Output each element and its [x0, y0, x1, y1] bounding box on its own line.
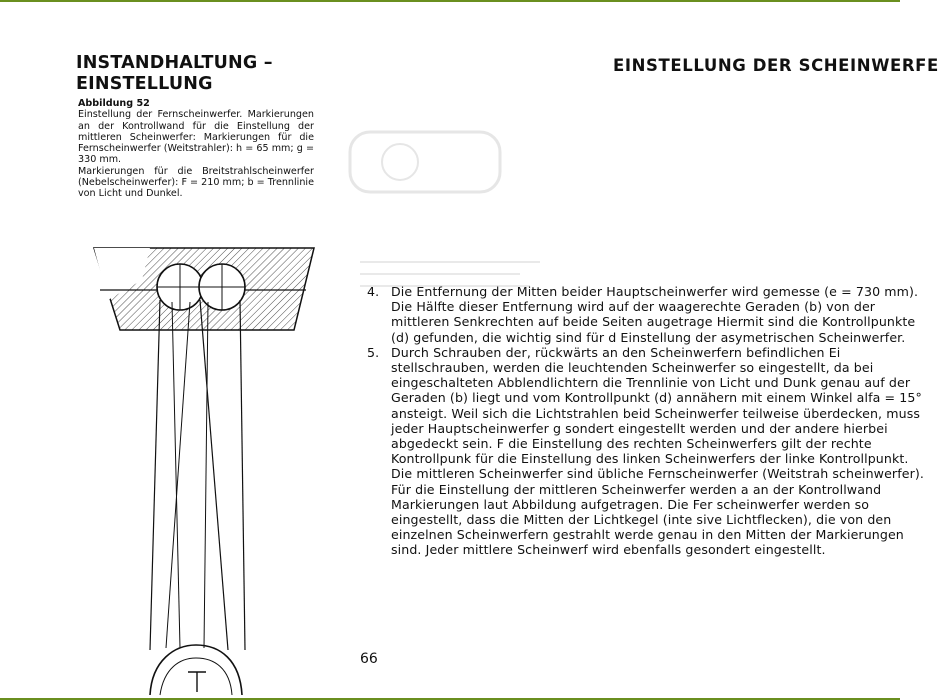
beam-line	[172, 302, 180, 648]
figure-title: Abbildung 52	[78, 98, 150, 109]
item-paragraph: Die Entfernung der Mitten beider Hauptscheinwerfer wird gemesse (e = 730 mm). Die Hälfte dieser Entfernung wird auf der waagerechte Geraden (b) von der mittleren Senkrechten auf beide Seiten augetrage Hiermit sind die Kontrollpunkte (d) gefunden, die wichtig sind für d Einstellung der asymetrischen Scheinwerfer.	[391, 284, 919, 345]
caption-paragraph: Einstellung der Fernscheinwerfer. Markierungen an der Kontrollwand für die Einstellung der mittleren Scheinwerfer: Markierungen für die Fernscheinwerfer (Weitstrahler): h = 65 mm; g = 330 mm.	[78, 109, 314, 166]
beam-line	[166, 302, 190, 648]
item-number: 4.	[367, 284, 380, 299]
headlamp-adjustment-figure	[80, 240, 320, 695]
section-heading: INSTANDHALTUNG – EINSTELLUNG	[76, 53, 273, 94]
page-number: 66	[360, 651, 378, 667]
list-item	[367, 284, 927, 345]
figure-caption	[78, 98, 314, 200]
instructions	[367, 284, 927, 558]
beam-line	[240, 300, 245, 650]
show-through-illustration	[340, 112, 640, 312]
page-heading: EINSTELLUNG DER SCHEINWERFE	[613, 56, 939, 75]
beam-line	[150, 300, 160, 650]
item-number: 5.	[367, 344, 380, 360]
item-paragraph: Die mittleren Scheinwerfer sind übliche Fernscheinwerfer (Weitstrah scheinwerfer). Für die Einstellung der mittleren Scheinwerfer werden a an der Kontrollwand Markierungen laut Abbildung aufgetragen. Die Fer scheinwerfer werden so eingestellt, dass die Mitten der Lichtkegel (inte sive Lichtflecken), die von den einzelnen Scheinwerfern gestrahlt werde genau in den Mitten der Markierungen sind. Jeder mittlere Scheinwerf wird ebenfalls gesondert eingestellt.	[391, 466, 924, 558]
car-front	[150, 645, 242, 695]
item-paragraph: Durch Schrauben der, rückwärts an den Scheinwerfern befindlichen Ei stellschrauben, werden die leuchtenden Scheinwerfer so eingestellt, da bei eingeschalteten Abblendlichtern die Trennlinie von Licht und Dunk genau auf der Geraden (b) liegt und vom Kontrollpunkt (d) annähern mit einem Winkel alfa = 15° ansteigt. Weil sich die Lichtstrahlen beid Scheinwerfer teilweise überdecken, muss jeder Hauptscheinwerfer g sondert eingestellt werden und der andere hierbei abgedeckt sein. F die Einstellung des rechten Scheinwerfers gilt der rechte Kontrollpunk für die Einstellung des linken Scheinwerfers der linke Kontrollpunkt.	[391, 344, 922, 467]
caption-paragraph: Markierungen für die Breitstrahlscheinwerfer (Nebelscheinwerfer): F = 210 mm; b = Trennlinie von Licht und Dunkel.	[78, 165, 314, 200]
list-item	[367, 345, 927, 558]
